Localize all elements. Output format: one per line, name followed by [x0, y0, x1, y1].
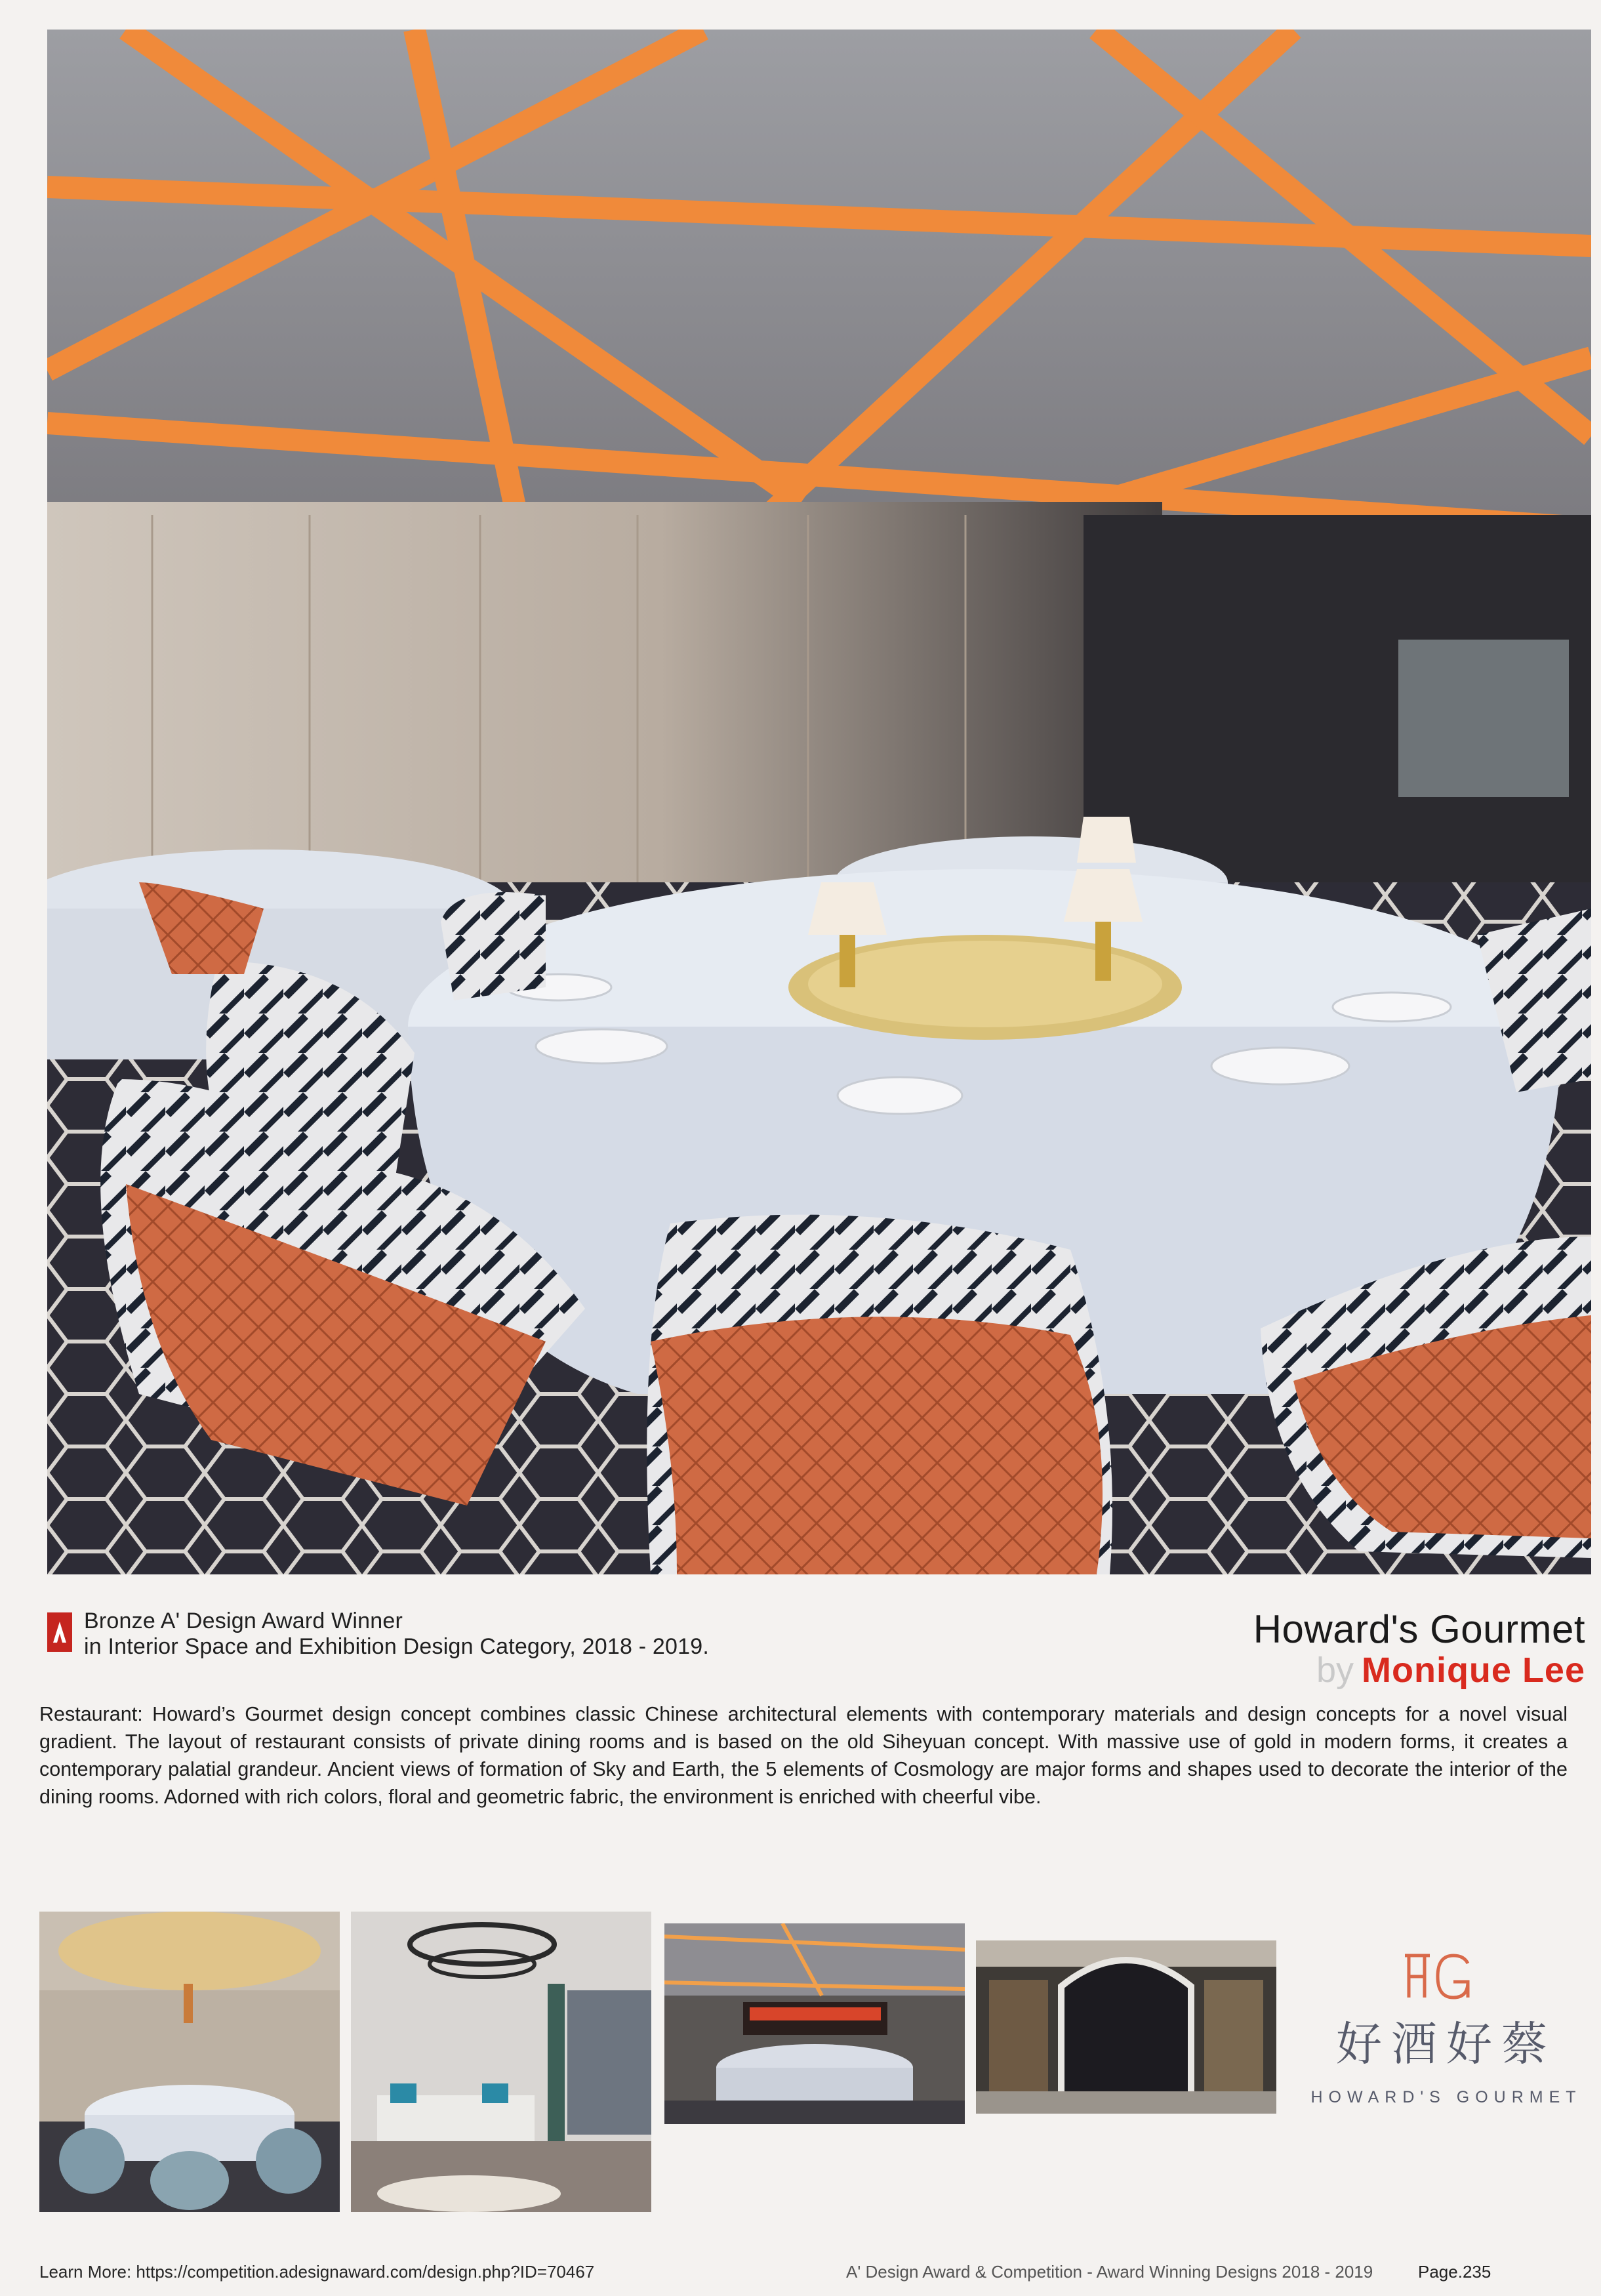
- banquet-room-photo: [664, 1923, 965, 2124]
- award-title: Bronze A' Design Award Winner: [84, 1609, 403, 1633]
- award-badge-icon: [47, 1612, 72, 1652]
- designer-credit: [1316, 1650, 1585, 1700]
- learn-more-label: Learn More:: [39, 2262, 132, 2282]
- hero-illustration: [47, 30, 1591, 1574]
- restaurant-dining-room-photo: [47, 30, 1591, 1574]
- designer-by-label: by: [1316, 1650, 1354, 1690]
- corridor-entrance-photo: [976, 1940, 1276, 2114]
- publication-title: A' Design Award & Competition - Award Winning Designs 2018 - 2019: [846, 2262, 1373, 2282]
- logo-chinese-name: 好酒好蔡: [1336, 2017, 1556, 2071]
- a-design-logo-icon: [53, 1622, 66, 1643]
- page-number: Page.235: [1418, 2262, 1491, 2282]
- award-category: in Interior Space and Exhibition Design Category, 2018 - 2019.: [84, 1634, 710, 1659]
- lounge-room-photo: [351, 1912, 651, 2212]
- project-description: Restaurant: Howard’s Gourmet design concept combines classic Chinese architectural elements with contemporary materials and design concepts for a novel visual gradient. The layout of restaurant consists of private dining rooms and is based on the old Siheyuan concept. With massive use of gold in modern forms, it creates a contemporary palatial grandeur. Ancient views of formation of Sky and Earth, the 5 elements of Cosmology are major forms and shapes used to decorate the interior of the dining rooms. Adorned with rich colors, floral and geometric fabric, the environment is enriched with cheerful vibe.: [39, 1703, 1568, 1808]
- howards-gourmet-logo: [1305, 1952, 1587, 2122]
- designer-name: Monique Lee: [1361, 1650, 1585, 1690]
- hg-monogram-icon: [1402, 1952, 1474, 2001]
- logo-english-name: HOWARD'S GOURMET: [1310, 2088, 1582, 2106]
- learn-more-link[interactable]: https://competition.adesignaward.com/design.php?ID=70467: [136, 2262, 595, 2282]
- learn-more: [39, 2262, 594, 2282]
- project-title: Howard's Gourmet: [1253, 1607, 1585, 1651]
- private-dining-room-photo: [39, 1912, 340, 2212]
